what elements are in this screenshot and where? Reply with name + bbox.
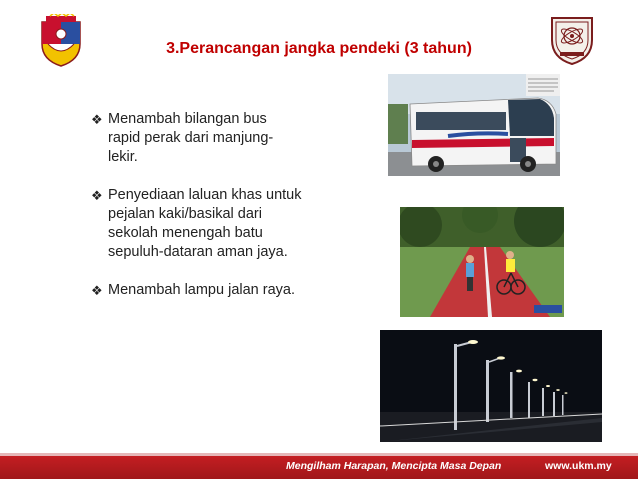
bullet-text: Penyediaan laluan khas untuk pejalan kaki/basikal dari sekolah menengah batu sepuluh-dataran aman jaya. <box>108 187 302 260</box>
bullet-text: Menambah bilangan bus rapid perak dari manjung-lekir. <box>108 111 274 165</box>
footer-bar <box>0 456 638 479</box>
bus-photo <box>388 74 560 176</box>
footer-url-link[interactable]: www.ukm.my <box>545 460 612 472</box>
cycling-lane-photo <box>400 207 564 317</box>
bullet-item <box>92 281 302 300</box>
slide-title: 3.Perancangan jangka pendeki (3 tahun) <box>166 40 472 57</box>
footer-slogan: Mengilham Harapan, Mencipta Masa Depan <box>286 460 502 472</box>
bullet-diamond-icon: ❖ <box>91 283 103 298</box>
bullet-item <box>92 186 302 262</box>
street-lamps-photo <box>380 330 602 442</box>
bullet-item <box>92 110 302 167</box>
bullet-diamond-icon: ❖ <box>91 112 103 127</box>
bullet-text: Menambah lampu jalan raya. <box>108 282 295 298</box>
bullet-diamond-icon: ❖ <box>91 188 103 203</box>
bullet-list <box>92 110 302 319</box>
